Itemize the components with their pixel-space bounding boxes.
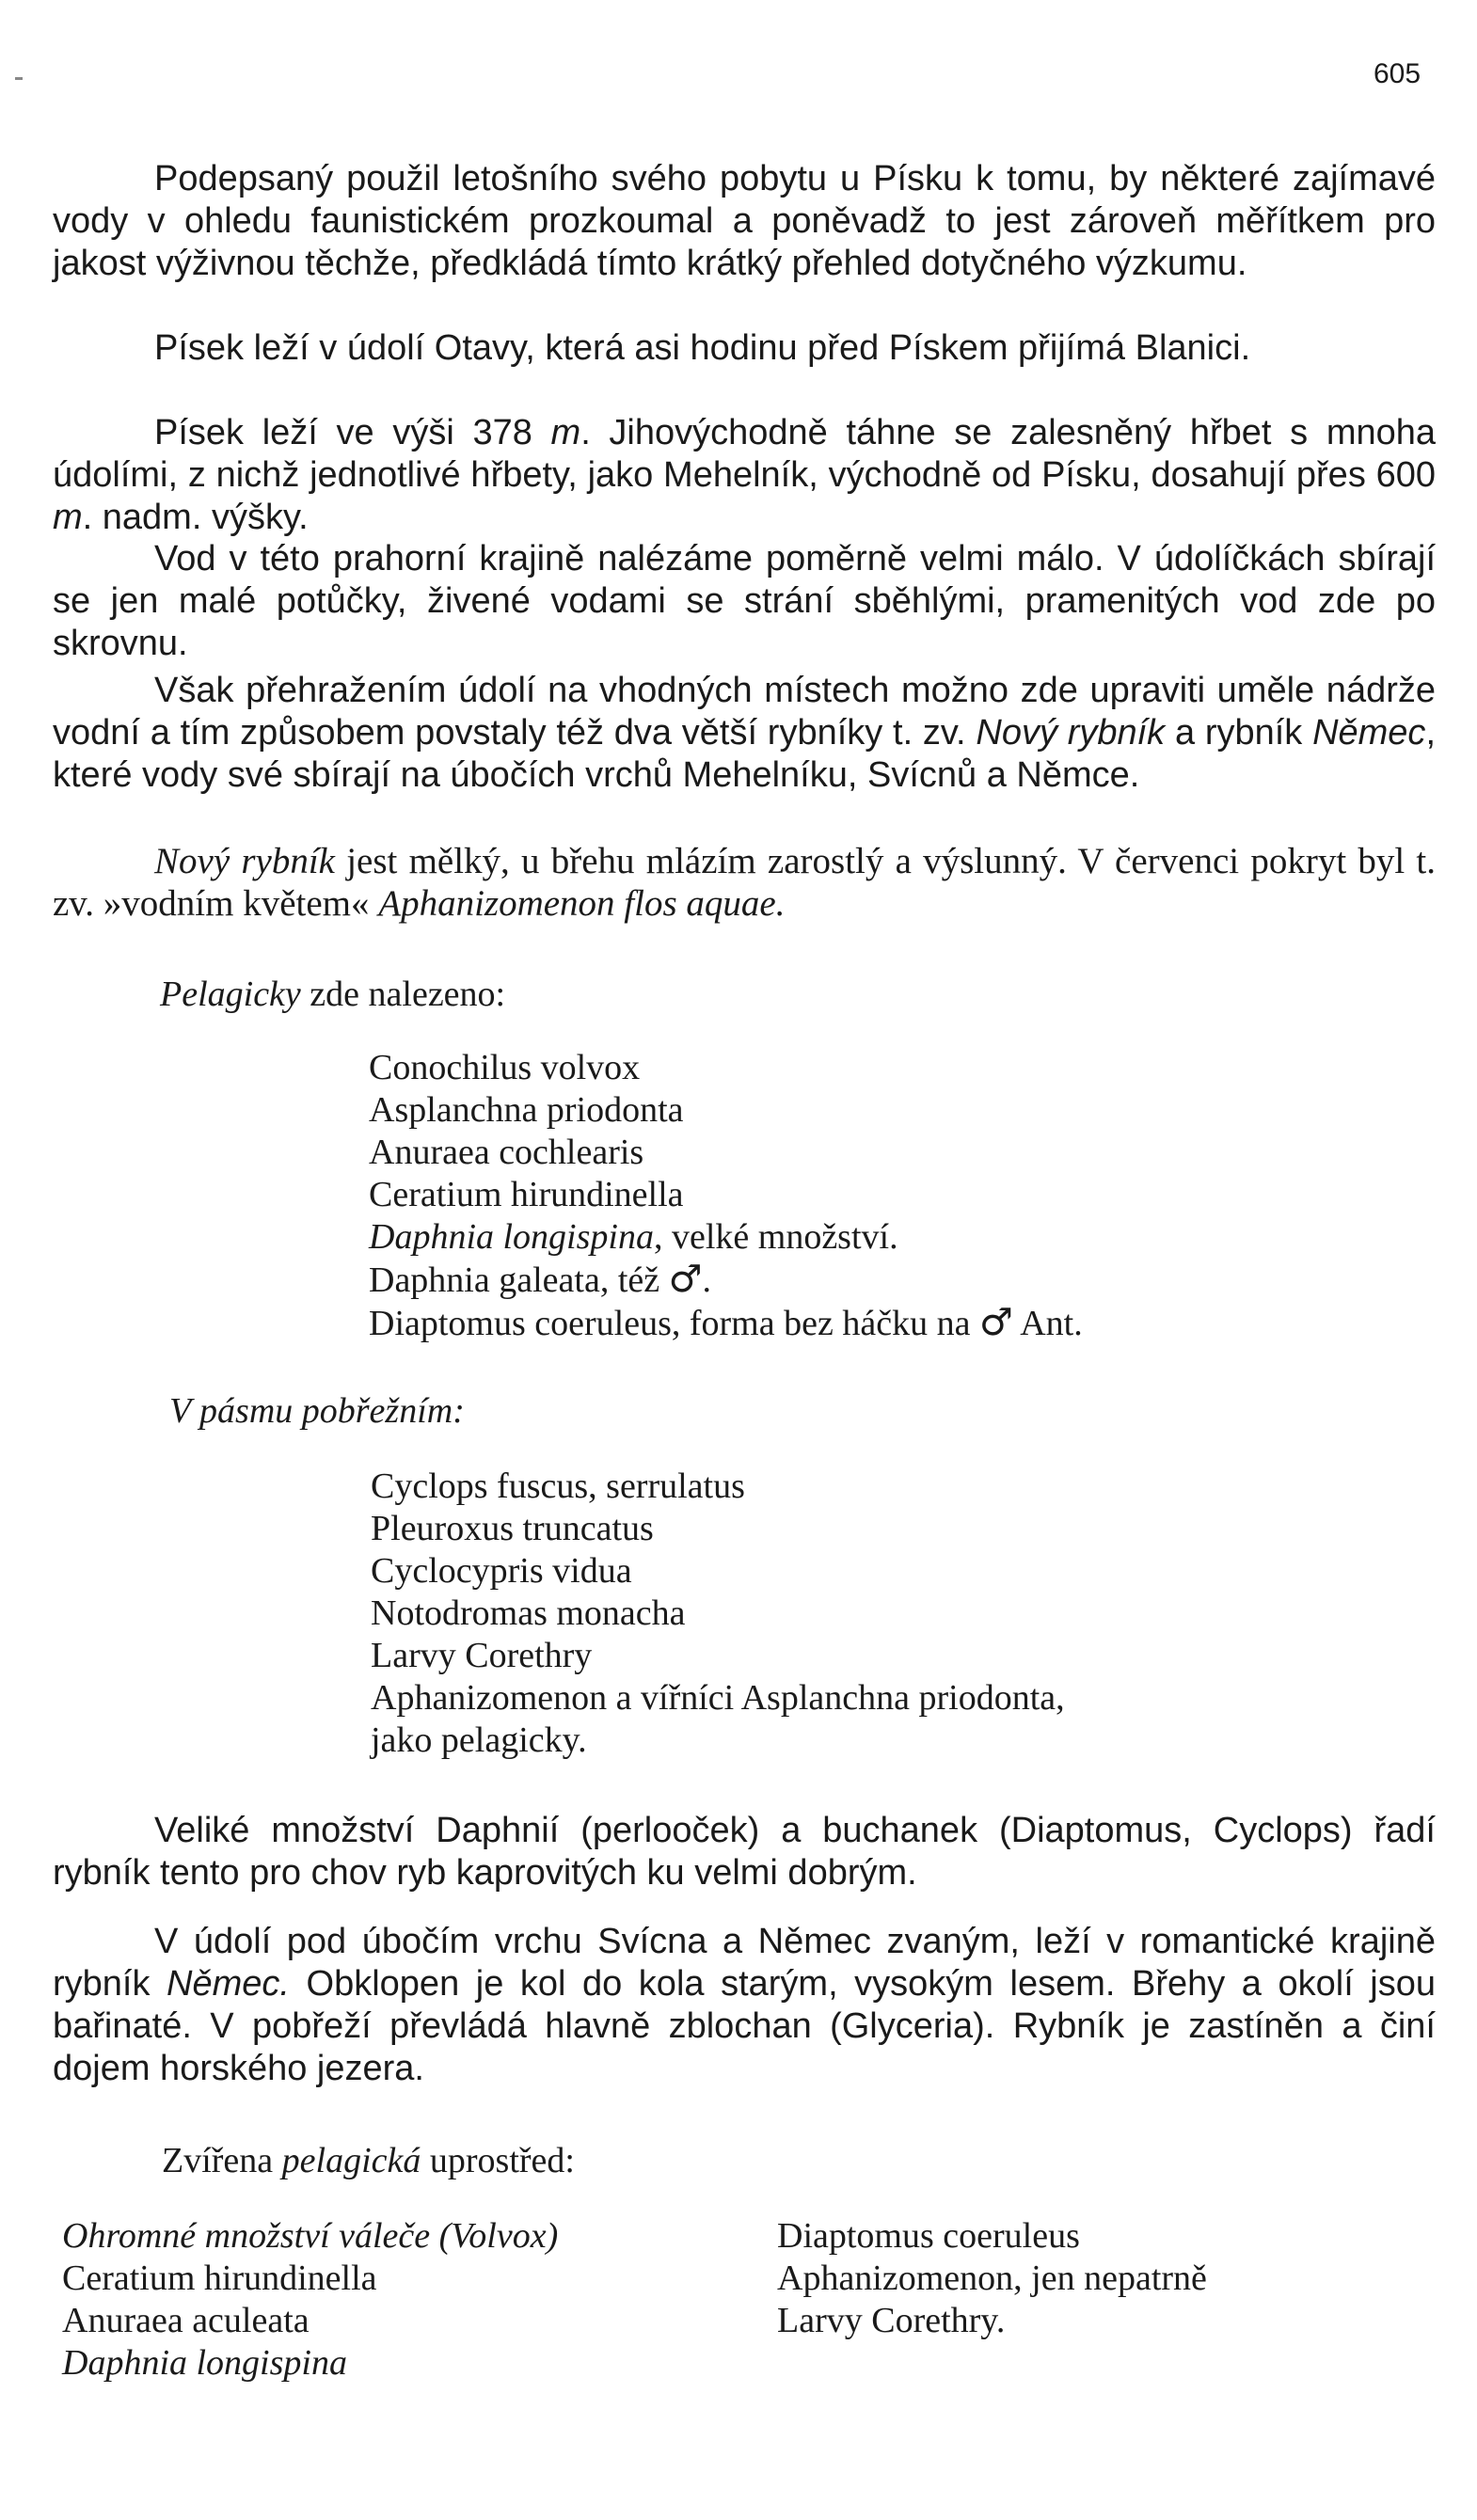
paragraph-intro: Podepsaný použil letošního svého pobytu u Písku k tomu, by některé zajímavé vody v ohledu faunistickém prozkoumal a poněvadž to jest zároveň měřítkem pro jakost výživnou těchže, předkládá tímto krátký přehled dotyčného výzkumu.	[53, 159, 1436, 283]
list-item	[369, 1302, 1083, 1345]
list-item	[369, 1216, 1083, 1259]
ponds-text-c: , které vody své sbírají na úbočích vrchů Mehelníku, Svícnů a Němce.	[53, 713, 1436, 795]
paragraph-location: Písek leží v údolí Otavy, která asi hodinu před Pískem přijímá Blanici.	[154, 328, 1251, 368]
pelagic-list	[369, 1047, 1083, 1345]
list-item: Conochilus volvox	[369, 1048, 641, 1087]
list-item	[369, 1259, 1083, 1302]
nemec-text-b: Obklopen je kol do kola starým, vysokým lesem. Břehy a okolí jsou bařinaté. V pobřeží převládá hlavně zblochan (Glyceria). Rybník je zastíněn a činí dojem horského jezera.	[53, 1964, 1437, 2088]
list-item-text: Daphnia galeata, též	[369, 1260, 660, 1300]
pond-name-nemec-2: Němec.	[167, 1964, 290, 2004]
list-item: jako pelagicky.	[371, 1720, 587, 1760]
list-item-after: Ant.	[1020, 1304, 1083, 1343]
paragraph-novy-rybnik	[53, 840, 1436, 925]
male-symbol-icon: ♂	[978, 1301, 1013, 1344]
male-symbol-icon: ♂	[668, 1258, 703, 1301]
paragraph-daphnia: Veliké množství Daphnií (perlooček) a buchanek (Diaptomus, Cyclops) řadí rybník tento pro chov ryb kaprovitých ku velmi dobrým.	[53, 1811, 1436, 1893]
fauna-list-left	[62, 2215, 558, 2385]
species-aphanizomenon: Aphanizomenon flos aquae.	[378, 883, 786, 924]
fauna-label-a: Zvířena	[162, 2141, 274, 2180]
fauna-label-b: uprostřed:	[429, 2141, 575, 2180]
list-item: Larvy Corethry	[371, 1636, 593, 1675]
pelagic-label	[160, 974, 505, 1015]
nemec-text-a: V údolí pod úbočím vrchu Svícna a Němec zvaným, leží v romantické krajině rybník	[53, 1922, 1436, 2004]
paragraph-ponds	[53, 670, 1436, 797]
list-item: Pleuroxus truncatus	[371, 1509, 654, 1548]
list-item: Cyclops fuscus, serrulatus	[371, 1466, 745, 1506]
list-item: Aphanizomenon a vířníci Asplanchna priodonta,	[371, 1678, 1065, 1718]
list-item	[62, 2342, 558, 2385]
fauna-label	[162, 2140, 575, 2181]
list-item: Asplanchna priodonta	[369, 1090, 684, 1130]
ponds-text-a: Však přehražením údolí na vhodných místech možno zde upraviti uměle nádrže vodní a tím způsobem povstaly též dva větší rybníky t. zv.	[53, 671, 1436, 753]
list-item: Notodromas monacha	[371, 1593, 686, 1633]
pelagic-label-rest: zde nalezeno:	[310, 975, 506, 1014]
altitude-text-a: Písek leží ve výši 378	[154, 413, 532, 452]
ponds-text-b: a rybník	[1174, 713, 1303, 753]
novy-text: jest mělký, u břehu mlázím zarostlý a výslunný. V červenci pokryt byl t. zv. »vodním květem«	[53, 841, 1436, 924]
list-item: Larvy Corethry.	[777, 2301, 1006, 2340]
altitude-text-b: . Jihovýchodně táhne se zalesněný hřbet s mnoha údolími, z nichž jednotlivé hřbety, jako Mehelník, východně od Písku, dosahují přes 600	[53, 413, 1437, 495]
list-item-text: Diaptomus coeruleus, forma bez háčku na	[369, 1304, 971, 1343]
page-number: 605	[1374, 58, 1421, 89]
list-item-note: , velké množství.	[653, 1217, 898, 1257]
list-item: Cyclocypris vidua	[371, 1551, 632, 1591]
list-item: Ceratium hirundinella	[62, 2258, 377, 2298]
list-item: Anuraea aculeata	[62, 2301, 310, 2340]
paragraph-altitude	[53, 412, 1436, 539]
species-daphnia-longispina: Daphnia longispina	[369, 1217, 654, 1257]
shore-label	[169, 1390, 465, 1432]
list-item: Aphanizomenon, jen nepatrně	[777, 2258, 1207, 2298]
list-item: Anuraea cochlearis	[369, 1133, 644, 1172]
list-item: Diaptomus coeruleus	[777, 2216, 1080, 2256]
fauna-list-right	[777, 2215, 1207, 2342]
pelagic-label-italic: Pelagicky	[160, 975, 301, 1014]
list-item: Ceratium hirundinella	[369, 1175, 684, 1214]
pond-name-nemec: Němec	[1312, 713, 1426, 753]
fauna-label-italic: pelagická	[281, 2141, 421, 2180]
unit-meters-2: m	[53, 498, 83, 537]
species-daphnia-longispina-2: Daphnia longispina	[62, 2343, 347, 2383]
list-item-after: .	[702, 1260, 711, 1300]
altitude-text-c: . nadm. výšky.	[82, 498, 309, 537]
shore-label-italic: V pásmu pobřežním:	[169, 1391, 465, 1431]
list-item	[62, 2215, 558, 2258]
species-volvox: Ohromné množství váleče (Volvox)	[62, 2216, 559, 2256]
paragraph-waters: Vod v této prahorní krajině nalézáme poměrně velmi málo. V údolíčkách sbírají se jen malé potůčky, živené vodami se strání sběhlými, pramenitých vod zde po skrovnu.	[53, 539, 1436, 663]
pond-name-novy: Nový rybník	[976, 713, 1166, 753]
paragraph-nemec	[53, 1921, 1436, 2090]
shore-list	[371, 1466, 1065, 1762]
scan-speck	[15, 77, 23, 80]
pond-name-novy-2: Nový rybník	[154, 841, 335, 881]
unit-meters-1: m	[550, 413, 581, 452]
